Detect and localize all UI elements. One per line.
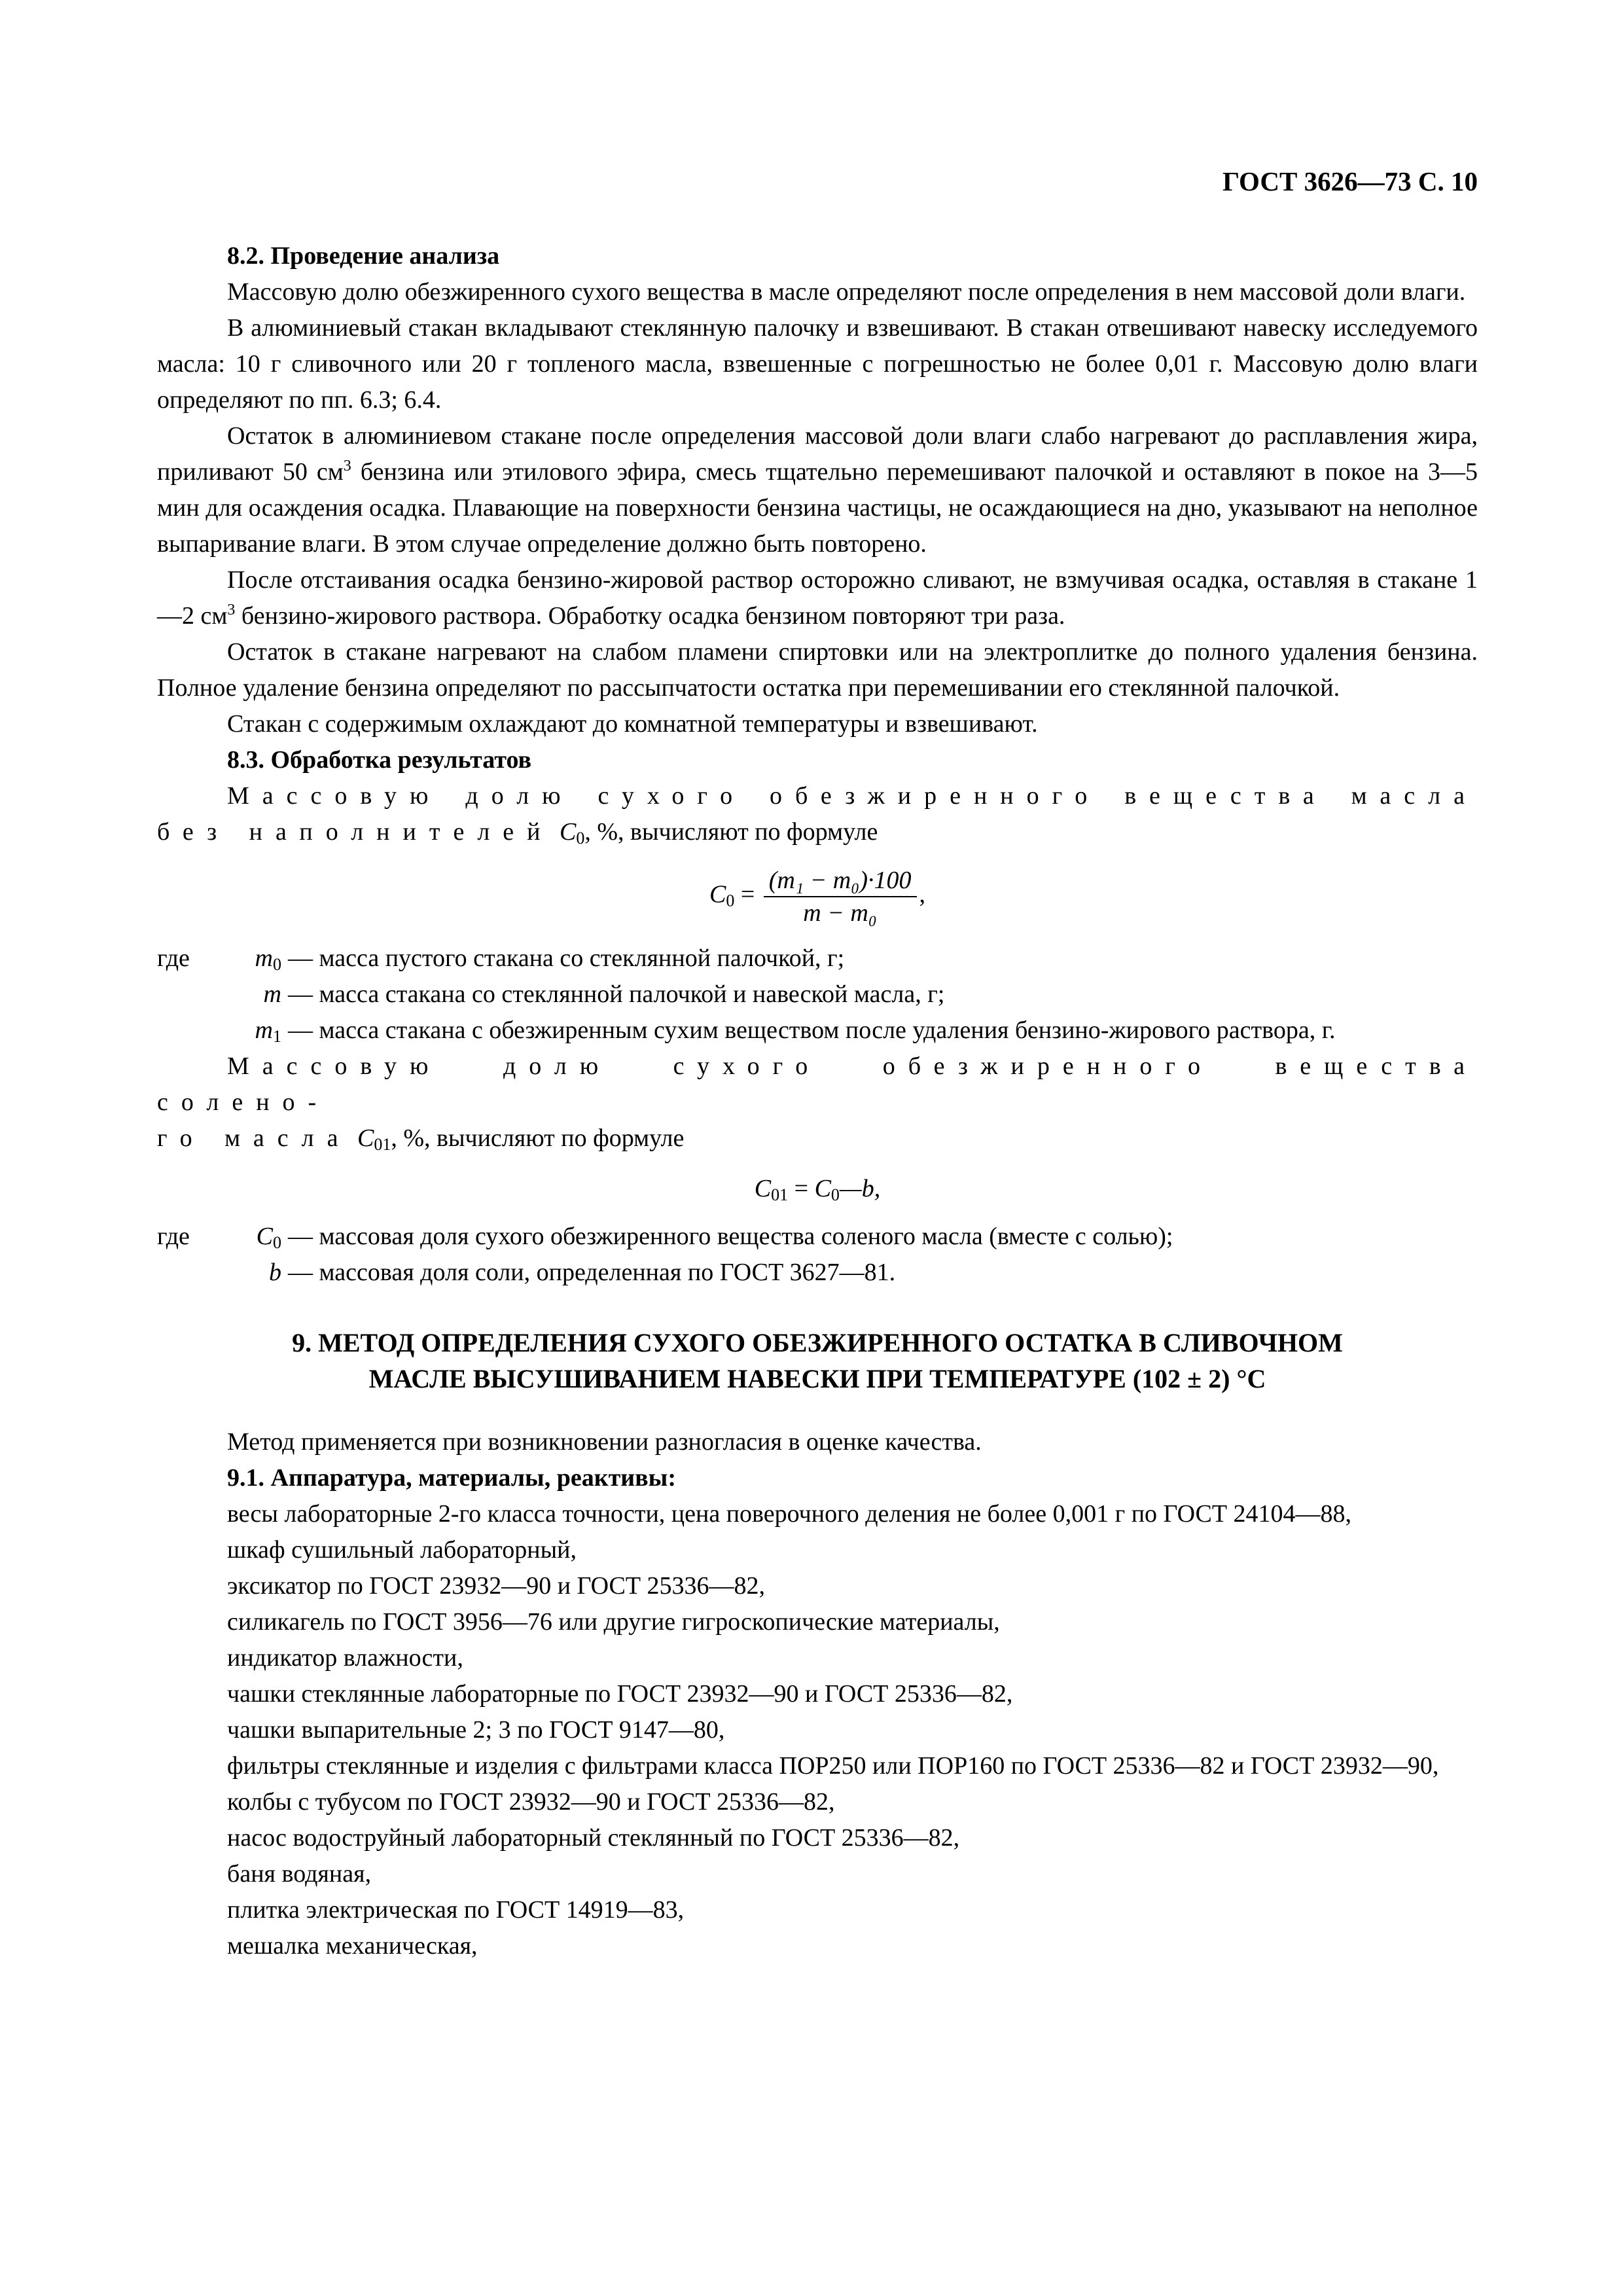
section-8-3-heading: 8.3. Обработка результатов [227, 746, 532, 774]
list-item: силикагель по ГОСТ 3956—76 или другие гигроскопические материалы, [227, 1608, 1000, 1636]
paragraph: Остаток в алюминиевом стакане после определения массовой доли влаги слабо нагревают до расплавления жира, приливают 50 $см^3$ бензина или этилового эфира, смесь тщательно перемешивают палочкой и оставляют в покое на 3—5 мин для осаждения осадка. Плавающие на поверхности бензина частицы, не осаждающиеся на дно, указывают на неполное выпаривание влаги. В этом случае определение должно быть повторено. [157, 422, 1478, 558]
definition-row: b — массовая доля соли, определенная по ГОСТ 3627—81. [269, 1259, 896, 1286]
paragraph-spaced: Массовую долю сухого обезжиренного вещества солено- [157, 1052, 1478, 1116]
paragraph: Массовую долю обезжиренного сухого вещества в масле определяют после определения в нем массовой доли влаги. [227, 278, 1466, 306]
paragraph-spaced-tail: без наполнителей $C_0$, %, вычисляют по формуле [157, 818, 878, 848]
list-item: чашки стеклянные лабораторные по ГОСТ 23932—90 и ГОСТ 25336—82, [227, 1680, 1013, 1708]
definition-row: где $C_0$ — массовая доля сухого обезжиренного вещества соленого масла (вместе с солью); [157, 1223, 1173, 1252]
page-header: ГОСТ 3626—73 С. 10 [1222, 166, 1478, 196]
formula-c01: $C_{01}$ = $C_0—b$, [754, 1175, 881, 1204]
list-item: мешалка механическая, [227, 1932, 478, 1960]
definitions-1 [157, 941, 1478, 1049]
paragraph-spaced: Массовую долю сухого обезжиренного вещества масла [227, 782, 1478, 810]
paragraph: Метод применяется при возникновении разногласия в оценке качества. [227, 1428, 982, 1456]
paragraph: Стакан с содержимым охлаждают до комнатной температуры и взвешивают. [227, 710, 1038, 738]
list-item: колбы с тубусом по ГОСТ 23932—90 и ГОСТ 25336—82, [227, 1788, 835, 1816]
list-item: эксикатор по ГОСТ 23932—90 и ГОСТ 25336—82, [227, 1572, 766, 1600]
formula-fraction: $\frac{\text{(m₁ − m₀)·100}}{\text{m − m₀}}$ [764, 865, 917, 929]
document-body [157, 238, 1478, 1964]
list-item: плитка электрическая по ГОСТ 14919—83, [227, 1896, 685, 1924]
paragraph: После отстаивания осадка бензино-жировой раствор осторожно сливают, не взмучивая осадка, оставляя в стакане 1—2 $см^3$ бензино-жирового раствора. Обработку осадка бензином повторяют три раза. [157, 566, 1478, 630]
list-item: шкаф сушильный лабораторный, [227, 1536, 577, 1564]
list-item: чашки выпарительные 2; 3 по ГОСТ 9147—80, [227, 1716, 725, 1744]
list-item: насос водоструйный лабораторный стеклянный по ГОСТ 25336—82, [227, 1824, 960, 1852]
paragraph: Остаток в стакане нагревают на слабом пламени спиртовки или на электроплитке до полного удаления бензина. Полное удаление бензина определяют по рассыпчатости остатка при перемешивании его стеклянной палочкой. [157, 638, 1478, 702]
section-9-title: 9. МЕТОД ОПРЕДЕЛЕНИЯ СУХОГО ОБЕЗЖИРЕННОГО ОСТАТКА В СЛИВОЧНОМ МАСЛЕ ВЫСУШИВАНИЕМ НАВЕСКИ ПРИ ТЕМПЕРАТУРЕ (102 ± 2) °С [292, 1328, 1343, 1393]
list-item: весы лабораторные 2-го класса точности, цена поверочного деления не более 0,001 г по ГОСТ 24104—88, [227, 1500, 1352, 1528]
section-8-2-heading: 8.2. Проведение анализа [227, 242, 500, 270]
definition-row: m — масса стакана со стеклянной палочкой и навеской масла, г; [263, 980, 945, 1008]
definition-row: $m_1$ — масса стакана с обезжиренным сухим веществом после удаления бензино-жирового раствора, г. [255, 1016, 1336, 1046]
formula-c0: $C_0$ = $\frac{\text{(m₁ − m₀)·100}}{\text{m − m₀}}$ , [157, 865, 1478, 929]
definition-row: где $m_0$ — масса пустого стакана со стеклянной палочкой, г; [157, 944, 845, 974]
list-item: индикатор влажности, [227, 1644, 463, 1672]
definitions-2 [157, 1219, 1478, 1291]
paragraph-spaced-tail: го масла $C_{01}$, %, вычисляют по формуле [157, 1124, 685, 1154]
list-item: фильтры стеклянные и изделия с фильтрами класса ПОР250 или ПОР160 по ГОСТ 25336—82 и ГОСТ 23932—90, [227, 1752, 1439, 1780]
section-9-1-heading: 9.1. Аппаратура, материалы, реактивы: [227, 1464, 677, 1492]
list-item: баня водяная, [227, 1860, 372, 1888]
paragraph: В алюминиевый стакан вкладывают стеклянную палочку и взвешивают. В стакан отвешивают навеску исследуемого масла: 10 г сливочного или 20 г топленого масла, взвешенные с погрешностью не более 0,01 г. Массовую долю влаги определяют по пп. 6.3; 6.4. [157, 314, 1478, 414]
